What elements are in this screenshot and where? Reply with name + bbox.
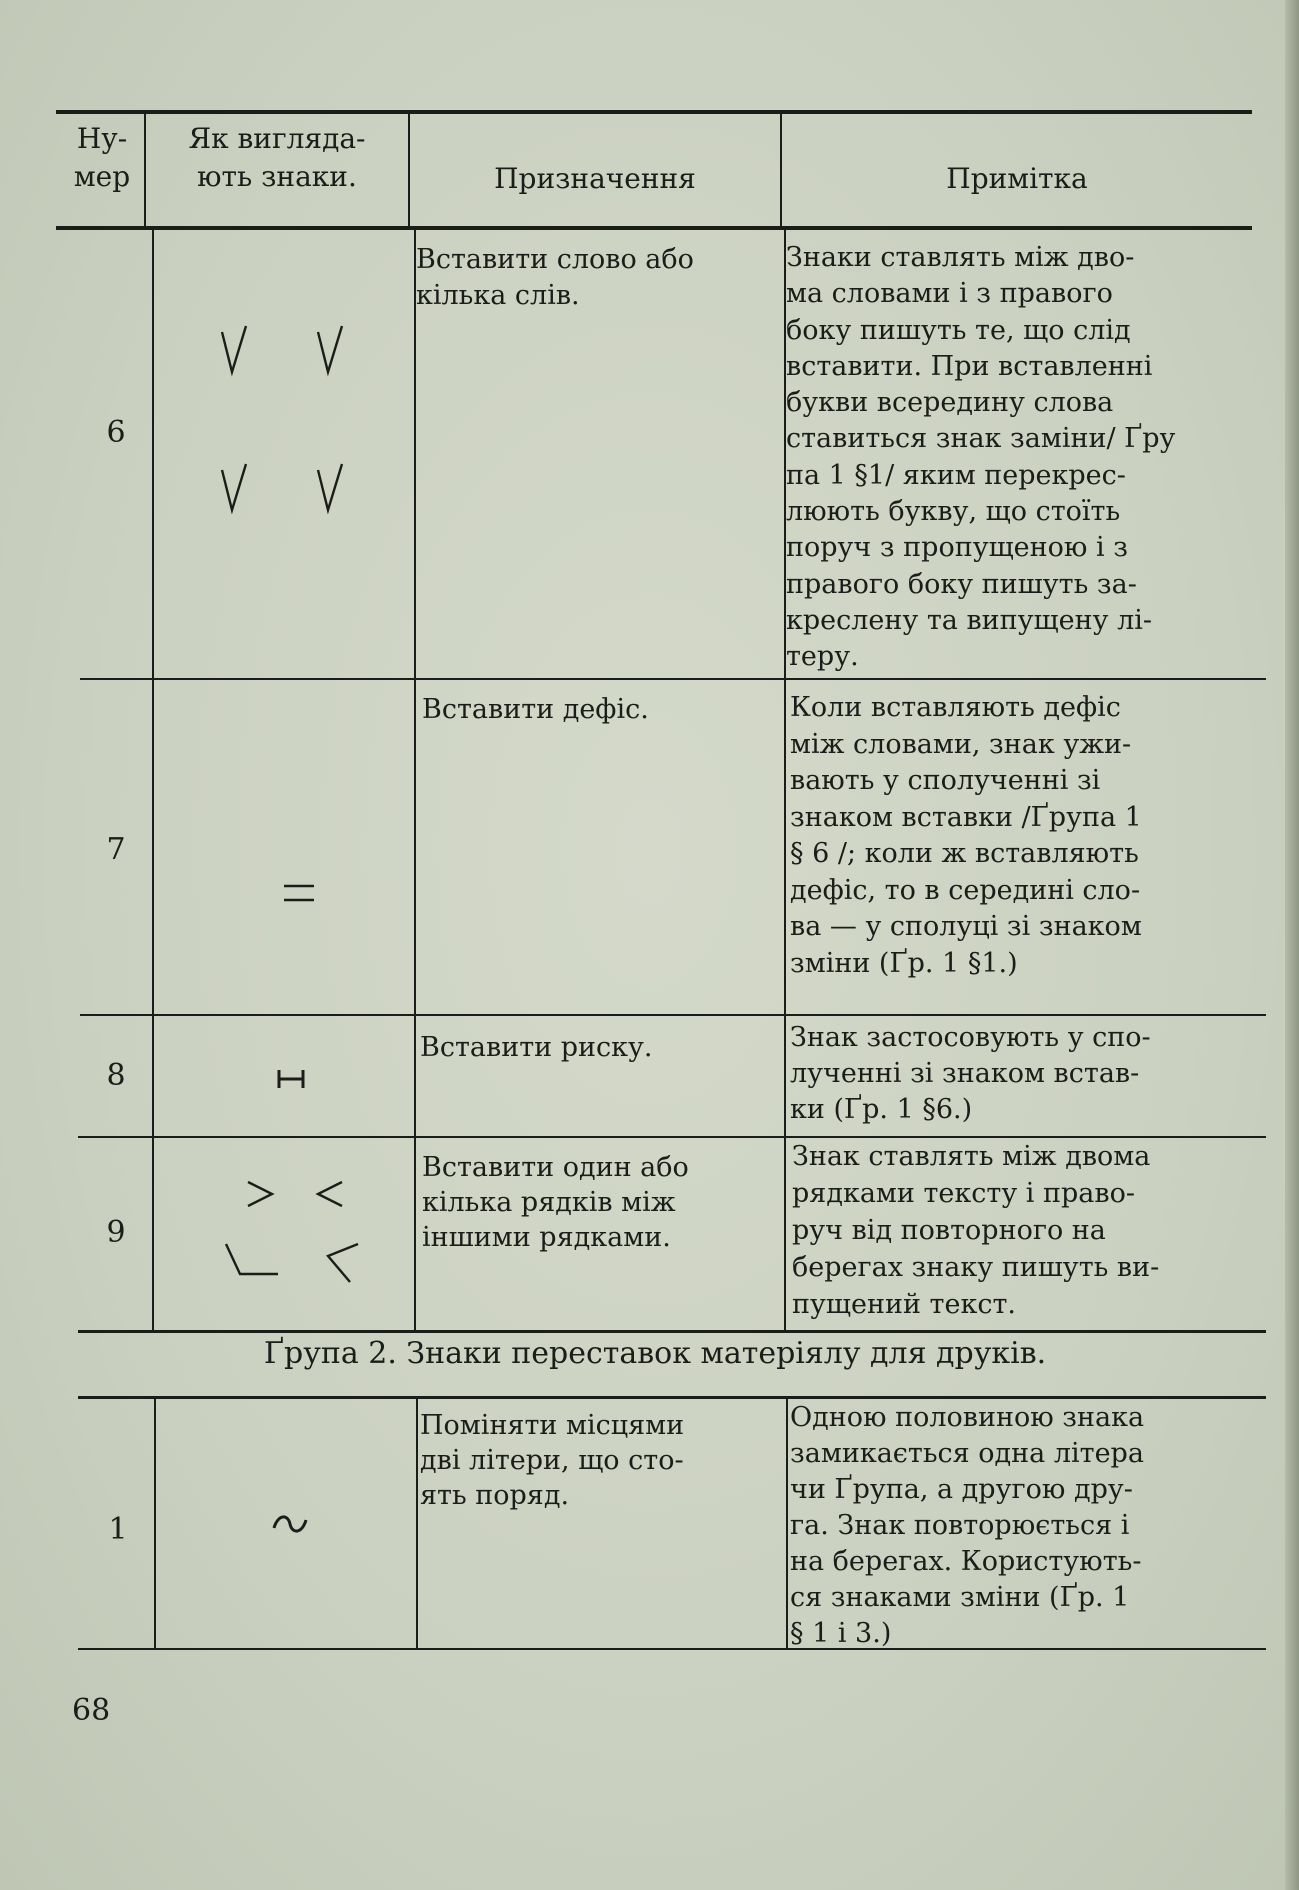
- row-number: 7: [106, 832, 126, 867]
- group-rule: [78, 1396, 1266, 1399]
- purpose-line: іншими рядками.: [422, 1222, 671, 1253]
- col-divider: [786, 1399, 788, 1649]
- note-line: Знак застосовують у спо-: [790, 1022, 1151, 1053]
- note-line: лученні зі знаком встав-: [790, 1058, 1140, 1089]
- header-appearance-line: ють знаки.: [197, 160, 357, 193]
- header-appearance: [146, 120, 408, 196]
- note-line: Знаки ставлять між дво-: [786, 242, 1135, 273]
- header-number: [60, 120, 144, 196]
- row-number: 1: [108, 1512, 128, 1547]
- page-edge: [1285, 0, 1299, 1890]
- note-line: ся знаками зміни (Ґр. 1: [790, 1582, 1130, 1613]
- col-divider: [152, 230, 154, 1330]
- row-purpose: [422, 692, 782, 728]
- row-rule-9-group: [78, 1330, 1266, 1333]
- header-number-line: Ну-: [76, 122, 128, 155]
- note-line: Коли вставляють дефіс: [790, 692, 1121, 723]
- note-line: вають у сполученні зі: [790, 765, 1101, 796]
- header-rule: [56, 226, 1252, 230]
- note-line: рядками тексту і право-: [792, 1178, 1135, 1209]
- row-purpose: [422, 1150, 782, 1255]
- row-note: [790, 690, 1266, 982]
- row-rule-6-7: [80, 678, 1266, 680]
- note-line: букви всередину слова: [786, 387, 1114, 419]
- row-rule-7-8: [80, 1014, 1266, 1016]
- page-number: 68: [72, 1693, 111, 1728]
- note-line: дефіс, то в середині сло-: [790, 874, 1141, 906]
- purpose-line: Вставити слово або: [416, 244, 694, 275]
- note-line: зміни (Ґр. 1 §1.): [790, 947, 1018, 979]
- dash-sign-icon: [276, 1066, 306, 1092]
- purpose-line: ять поряд.: [420, 1480, 570, 1511]
- note-line: берегах знаку пишуть ви-: [792, 1252, 1160, 1283]
- note-line: креслену та випущену лі-: [786, 604, 1153, 636]
- note-line: га. Знак повторюється і: [790, 1510, 1130, 1541]
- note-line: боку пишуть те, що слід: [786, 314, 1131, 346]
- row-number: 6: [106, 415, 126, 450]
- row-note: [790, 1020, 1266, 1128]
- note-line: пущений текст.: [792, 1289, 1016, 1320]
- top-rule: [56, 110, 1252, 114]
- header-number-line: мер: [73, 160, 131, 193]
- col-divider: [414, 230, 416, 1330]
- row-purpose: [420, 1408, 782, 1513]
- purpose-line: Поміняти місцями: [420, 1410, 685, 1441]
- note-line: замикається одна літера: [790, 1438, 1144, 1469]
- note-line: вставити. При вставленні: [786, 350, 1153, 382]
- row-purpose: [416, 242, 776, 314]
- purpose-line: дві літери, що сто-: [420, 1445, 684, 1476]
- header-purpose: Призначення: [494, 162, 696, 195]
- note-line: ва — у сполуці зі знаком: [790, 911, 1142, 942]
- note-line: ма словами і з правого: [786, 278, 1113, 310]
- note-line: Знак ставлять між двома: [792, 1141, 1151, 1172]
- group-title: Ґрупа 2. Знаки переставок матеріялу для друків.: [263, 1336, 1047, 1371]
- purpose-line: кілька слів.: [416, 280, 580, 311]
- transpose-sign-icon: [270, 1510, 310, 1538]
- note-line: чи Ґрупа, а другою дру-: [790, 1474, 1133, 1505]
- note-line: знаком вставки /Ґрупа 1: [790, 801, 1142, 833]
- row-note: [790, 1400, 1266, 1652]
- note-line: на берегах. Користують-: [790, 1546, 1142, 1577]
- row-note: [792, 1138, 1266, 1323]
- note-line: § 1 і 3.): [790, 1618, 892, 1649]
- note-line: § 6 /; коли ж вставляють: [790, 838, 1139, 869]
- purpose-line: кілька рядків між: [422, 1187, 676, 1218]
- purpose-line: Вставити дефіс.: [422, 694, 649, 725]
- purpose-line: Вставити один або: [422, 1152, 689, 1183]
- note-line: правого боку пишуть за-: [786, 568, 1137, 600]
- note-line: руч від повторного на: [792, 1215, 1106, 1246]
- row-number: 8: [106, 1058, 126, 1093]
- row-purpose: [420, 1030, 780, 1066]
- col-divider: [154, 1399, 156, 1649]
- note-line: ставиться знак заміни/ Ґру: [786, 423, 1176, 455]
- row-number: 9: [106, 1215, 126, 1250]
- insert-lines-sign-icon: [222, 1178, 362, 1288]
- row-note: [786, 240, 1264, 676]
- note-line: люють букву, що стоїть: [786, 496, 1121, 528]
- insert-sign-icon: [210, 320, 370, 510]
- header-appearance-line: Як вигляда-: [188, 122, 366, 155]
- note-line: Одною половиною знака: [790, 1402, 1145, 1433]
- note-line: поруч з пропущеною і з: [786, 532, 1128, 564]
- hyphen-sign-icon: [282, 880, 316, 906]
- header-note: Примітка: [946, 162, 1088, 195]
- col-divider: [416, 1399, 418, 1649]
- note-line: ки (Ґр. 1 §6.): [790, 1094, 973, 1125]
- note-line: па 1 §1/ яким перекрес-: [786, 459, 1126, 491]
- purpose-line: Вставити риску.: [420, 1032, 653, 1063]
- note-line: теру.: [786, 641, 859, 673]
- note-line: між словами, знак ужи-: [790, 728, 1132, 760]
